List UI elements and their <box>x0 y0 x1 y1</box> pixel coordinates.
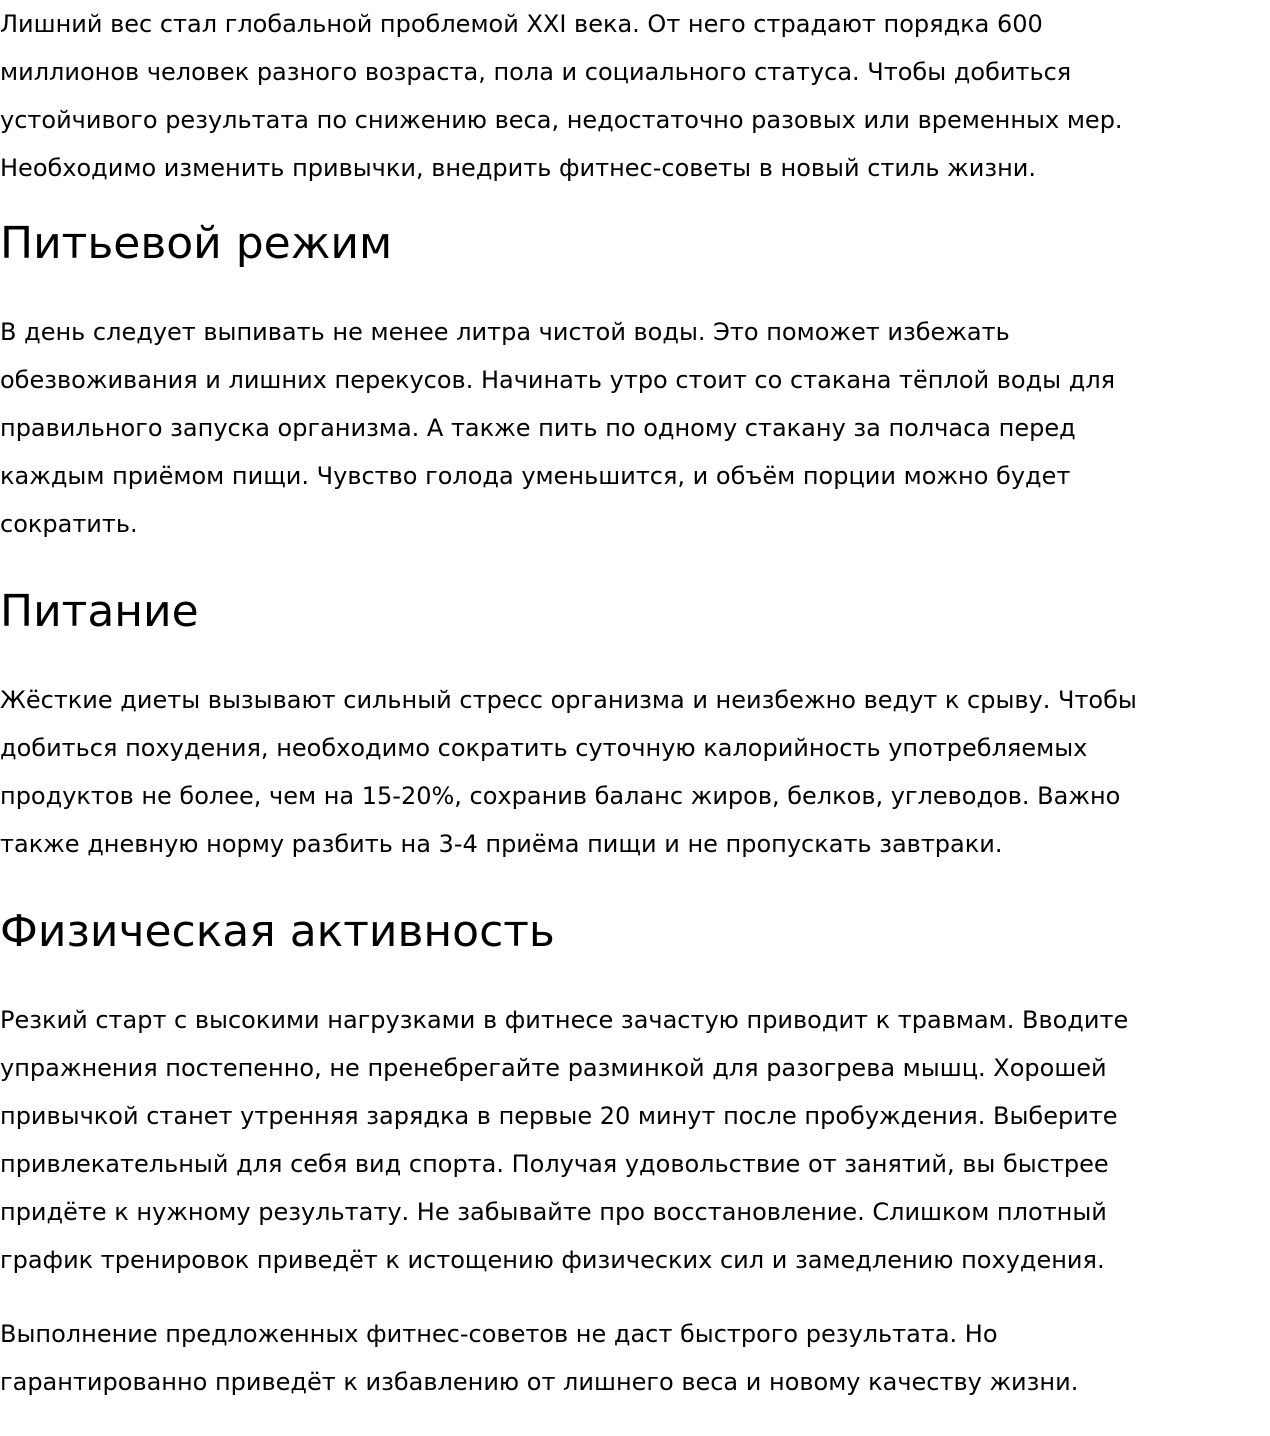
text-line: продуктов не более, чем на 15-20%, сохранив баланс жиров, белков, углеводов. Важно <box>0 782 1121 810</box>
text-line: добиться похудения, необходимо сократить суточную калорийность употребляемых <box>0 734 1088 762</box>
drinking-regime-paragraph <box>0 308 1270 548</box>
text-line: привлекательный для себя вид спорта. Получая удовольствие от занятий, вы быстрее <box>0 1150 1109 1178</box>
text-line: придёте к нужному результату. Не забывайте про восстановление. Слишком плотный <box>0 1198 1107 1226</box>
text-line: обезвоживания и лишних перекусов. Начинать утро стоит со стакана тёплой воды для <box>0 366 1116 394</box>
text-line: график тренировок приведёт к истощению физических сил и замедлению похудения. <box>0 1246 1105 1274</box>
text-line: сократить. <box>0 510 138 538</box>
text-line: упражнения постепенно, не пренебрегайте разминкой для разогрева мышц. Хорошей <box>0 1054 1107 1082</box>
heading-physical-activity: Физическая активность <box>0 906 555 957</box>
text-line: устойчивого результата по снижению веса, недостаточно разовых или временных мер. <box>0 106 1123 134</box>
text-line: миллионов человек разного возраста, пола и социального статуса. Чтобы добиться <box>0 58 1072 86</box>
text-line: привычкой станет утренняя зарядка в первые 20 минут после пробуждения. Выберите <box>0 1102 1118 1130</box>
text-line: Лишний вес стал глобальной проблемой XXI века. От него страдают порядка 600 <box>0 10 1043 38</box>
text-line: Выполнение предложенных фитнес-советов не даст быстрого результата. Но <box>0 1320 998 1348</box>
heading-drinking-regime: Питьевой режим <box>0 218 393 269</box>
text-line: каждым приёмом пищи. Чувство голода уменьшится, и объём порции можно будет <box>0 462 1071 490</box>
text-line: также дневную норму разбить на 3-4 приёма пищи и не пропускать завтраки. <box>0 830 1003 858</box>
text-line: В день следует выпивать не менее литра чистой воды. Это поможет избежать <box>0 318 1010 346</box>
physical-activity-paragraph <box>0 996 1270 1284</box>
nutrition-paragraph <box>0 676 1270 868</box>
text-line: Резкий старт с высокими нагрузками в фитнесе зачастую приводит к травмам. Вводите <box>0 1006 1129 1034</box>
heading-nutrition: Питание <box>0 586 199 637</box>
text-line: Необходимо изменить привычки, внедрить фитнес-советы в новый стиль жизни. <box>0 154 1037 182</box>
intro-paragraph <box>0 0 1270 192</box>
conclusion-paragraph <box>0 1310 1270 1406</box>
text-line: Жёсткие диеты вызывают сильный стресс организма и неизбежно ведут к срыву. Чтобы <box>0 686 1137 714</box>
text-line: правильного запуска организма. А также пить по одному стакану за полчаса перед <box>0 414 1076 442</box>
text-line: гарантированно приведёт к избавлению от лишнего веса и новому качеству жизни. <box>0 1368 1079 1396</box>
